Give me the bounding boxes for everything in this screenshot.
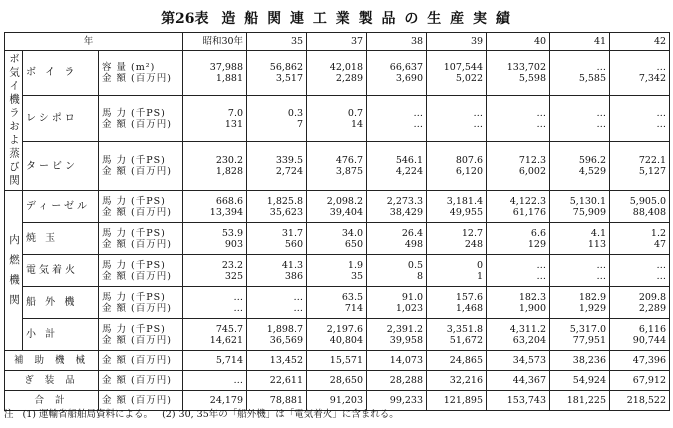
unit-label: 金 額 (百万円) bbox=[99, 351, 183, 371]
cell-value: … bbox=[536, 270, 547, 282]
cell-value: 47,396 bbox=[610, 351, 670, 371]
cell-value: 24,179 bbox=[183, 391, 247, 411]
unit-cell bbox=[99, 287, 183, 319]
cell-value: 2,391.2 bbox=[386, 323, 424, 335]
cell-value: 5,022 bbox=[455, 72, 484, 84]
cell-value: 61,176 bbox=[512, 206, 547, 218]
cell-value: 3,875 bbox=[335, 166, 364, 178]
cell-value: 31.7 bbox=[281, 227, 304, 239]
unit-cell bbox=[99, 142, 183, 191]
value-cell bbox=[487, 95, 550, 142]
row-label: 電気着火 bbox=[23, 255, 99, 287]
table-row bbox=[5, 95, 670, 142]
row-label: ボ イ ラ bbox=[23, 51, 99, 96]
cell-value: 49,955 bbox=[449, 206, 484, 218]
cell-value: 4,122.3 bbox=[509, 195, 547, 207]
unit-label: 容 量 (m²) bbox=[102, 61, 156, 73]
value-cell bbox=[550, 51, 610, 96]
cell-value: … bbox=[233, 291, 244, 303]
cell-value: … bbox=[656, 107, 667, 119]
cell-value: 39,958 bbox=[389, 334, 424, 346]
cell-value: 14,621 bbox=[209, 334, 244, 346]
cell-value: 35 bbox=[350, 270, 364, 282]
cell-value: 53.9 bbox=[221, 227, 244, 239]
value-cell bbox=[550, 95, 610, 142]
year-header-cell: 35 bbox=[247, 33, 307, 51]
cell-value: 1 bbox=[476, 270, 484, 282]
table-title bbox=[0, 8, 673, 28]
cell-value: … bbox=[233, 302, 244, 314]
cell-value: 66,637 bbox=[389, 61, 424, 73]
year-header-cell: 42 bbox=[610, 33, 670, 51]
value-cell bbox=[550, 142, 610, 191]
cell-value: 121,895 bbox=[427, 391, 487, 411]
row-label: ぎ 装 品 bbox=[5, 371, 99, 391]
unit-label: 馬 力 (千PS) bbox=[102, 227, 166, 239]
cell-value: 157.6 bbox=[455, 291, 484, 303]
value-cell bbox=[427, 319, 487, 351]
cell-value: 1,900 bbox=[518, 302, 547, 314]
value-cell bbox=[367, 287, 427, 319]
value-cell bbox=[427, 142, 487, 191]
cell-value: … bbox=[596, 270, 607, 282]
table-row bbox=[5, 255, 670, 287]
cell-value: 0.5 bbox=[407, 259, 424, 271]
unit-cell bbox=[99, 319, 183, 351]
cell-value: 39,404 bbox=[329, 206, 364, 218]
cell-value: … bbox=[473, 107, 484, 119]
cell-value: 14,073 bbox=[367, 351, 427, 371]
cell-value: 325 bbox=[224, 270, 244, 282]
note-label: 注 bbox=[4, 409, 14, 420]
row-label: 補 助 機 械 bbox=[5, 351, 99, 371]
cell-value: 41.3 bbox=[281, 259, 304, 271]
cell-value: 51,672 bbox=[449, 334, 484, 346]
cell-value: 77,951 bbox=[572, 334, 607, 346]
cell-value: 2,724 bbox=[275, 166, 304, 178]
cell-value: 38,236 bbox=[550, 351, 610, 371]
cell-value: 22,611 bbox=[247, 371, 307, 391]
cell-value: … bbox=[596, 61, 607, 73]
cell-value: 63.5 bbox=[341, 291, 364, 303]
cell-value: 54,924 bbox=[550, 371, 610, 391]
value-cell bbox=[610, 255, 670, 287]
cell-value: 133,702 bbox=[506, 61, 547, 73]
value-cell bbox=[487, 319, 550, 351]
value-cell bbox=[247, 142, 307, 191]
cell-value: … bbox=[656, 259, 667, 271]
value-cell bbox=[183, 287, 247, 319]
cell-value: 5,598 bbox=[518, 72, 547, 84]
row-label: ディーゼル bbox=[23, 191, 99, 223]
year-header-row bbox=[5, 33, 670, 51]
cell-value: 5,127 bbox=[638, 166, 667, 178]
category-internal-combustion: 内 燃 機 関 bbox=[5, 191, 23, 351]
year-header-cell: 39 bbox=[427, 33, 487, 51]
value-cell bbox=[247, 51, 307, 96]
cell-value: 546.1 bbox=[395, 155, 424, 167]
unit-cell bbox=[99, 191, 183, 223]
cell-value: 1,023 bbox=[395, 302, 424, 314]
cell-value: 248 bbox=[464, 238, 484, 250]
cell-value: 131 bbox=[224, 118, 244, 130]
cell-value: 5,130.1 bbox=[569, 195, 607, 207]
cell-value: 38,429 bbox=[389, 206, 424, 218]
year-label: 年 bbox=[5, 33, 183, 51]
table-row bbox=[5, 142, 670, 191]
unit-label: 金 額 (百万円) bbox=[102, 302, 172, 314]
cell-value: 32,216 bbox=[427, 371, 487, 391]
row-label: タービン bbox=[23, 142, 99, 191]
cell-value: 560 bbox=[284, 238, 304, 250]
cell-value: 47 bbox=[653, 238, 667, 250]
value-cell bbox=[487, 287, 550, 319]
value-cell bbox=[487, 255, 550, 287]
table-number: 第26表 bbox=[161, 11, 209, 27]
table-row bbox=[5, 223, 670, 255]
table-row bbox=[5, 319, 670, 351]
value-cell bbox=[487, 191, 550, 223]
value-cell bbox=[487, 142, 550, 191]
value-cell bbox=[487, 51, 550, 96]
value-cell bbox=[427, 191, 487, 223]
unit-label: 馬 力 (千PS) bbox=[102, 291, 166, 303]
value-cell bbox=[183, 191, 247, 223]
cell-value: 0.7 bbox=[347, 107, 364, 119]
value-cell bbox=[610, 142, 670, 191]
value-cell bbox=[427, 223, 487, 255]
cell-value: 129 bbox=[527, 238, 547, 250]
production-table bbox=[4, 32, 670, 411]
cell-value: 1.2 bbox=[650, 227, 667, 239]
cell-value: 712.3 bbox=[518, 155, 547, 167]
cell-value: 1,929 bbox=[578, 302, 607, 314]
cell-value: 4.1 bbox=[590, 227, 607, 239]
cell-value: 1,825.8 bbox=[266, 195, 304, 207]
value-cell bbox=[610, 95, 670, 142]
cell-value: 668.6 bbox=[215, 195, 244, 207]
cell-value: … bbox=[293, 291, 304, 303]
cell-value: … bbox=[183, 371, 247, 391]
cell-value: … bbox=[656, 270, 667, 282]
value-cell bbox=[307, 223, 367, 255]
year-header-cell: 41 bbox=[550, 33, 610, 51]
value-cell bbox=[307, 191, 367, 223]
unit-label: 金 額 (百万円) bbox=[102, 238, 172, 250]
cell-value: 2,273.3 bbox=[386, 195, 424, 207]
row-label: レシポロ bbox=[23, 95, 99, 142]
cell-value: 107,544 bbox=[443, 61, 484, 73]
cell-value: 35,623 bbox=[269, 206, 304, 218]
value-cell bbox=[487, 223, 550, 255]
table-row bbox=[5, 51, 670, 96]
cell-value: … bbox=[596, 259, 607, 271]
value-cell bbox=[183, 223, 247, 255]
cell-value: 181,225 bbox=[550, 391, 610, 411]
cell-value: 24,865 bbox=[427, 351, 487, 371]
cell-value: … bbox=[656, 118, 667, 130]
cell-value: 3,517 bbox=[275, 72, 304, 84]
cell-value: 91,203 bbox=[307, 391, 367, 411]
cell-value: … bbox=[413, 107, 424, 119]
cell-value: 7.0 bbox=[227, 107, 244, 119]
cell-value: … bbox=[413, 118, 424, 130]
unit-label: 金 額 (百万円) bbox=[102, 72, 172, 84]
value-cell bbox=[247, 255, 307, 287]
cell-value: 40,804 bbox=[329, 334, 364, 346]
table-row bbox=[5, 287, 670, 319]
cell-value: 90,744 bbox=[632, 334, 667, 346]
unit-label: 馬 力 (千PS) bbox=[102, 107, 166, 119]
value-cell bbox=[307, 51, 367, 96]
note-1: (1) 運輸省船舶局資料による。 bbox=[22, 409, 154, 420]
unit-label: 金 額 (百万円) bbox=[102, 334, 172, 346]
cell-value: 476.7 bbox=[335, 155, 364, 167]
value-cell bbox=[307, 255, 367, 287]
cell-value: 14 bbox=[350, 118, 364, 130]
cell-value: 3,181.4 bbox=[446, 195, 484, 207]
cell-value: 13,394 bbox=[209, 206, 244, 218]
cell-value: 15,571 bbox=[307, 351, 367, 371]
cell-value: 6.6 bbox=[530, 227, 547, 239]
value-cell bbox=[550, 319, 610, 351]
cell-value: 37,988 bbox=[209, 61, 244, 73]
value-cell bbox=[307, 319, 367, 351]
cell-value: 714 bbox=[344, 302, 364, 314]
value-cell bbox=[367, 319, 427, 351]
value-cell bbox=[367, 142, 427, 191]
cell-value: 1.9 bbox=[347, 259, 364, 271]
unit-label: 金 額 (百万円) bbox=[99, 371, 183, 391]
year-header-cell: 38 bbox=[367, 33, 427, 51]
cell-value: 7,342 bbox=[638, 72, 667, 84]
cell-value: … bbox=[596, 118, 607, 130]
cell-value: 5,317.0 bbox=[569, 323, 607, 335]
cell-value: 218,522 bbox=[610, 391, 670, 411]
value-cell bbox=[610, 319, 670, 351]
value-cell bbox=[183, 319, 247, 351]
cell-value: … bbox=[536, 107, 547, 119]
cell-value: 386 bbox=[284, 270, 304, 282]
value-cell bbox=[307, 142, 367, 191]
value-cell bbox=[183, 142, 247, 191]
cell-value: … bbox=[656, 61, 667, 73]
cell-value: 0 bbox=[476, 259, 484, 271]
value-cell bbox=[367, 95, 427, 142]
cell-value: 596.2 bbox=[578, 155, 607, 167]
value-cell bbox=[247, 287, 307, 319]
value-cell bbox=[550, 223, 610, 255]
year-header-cell: 37 bbox=[307, 33, 367, 51]
value-cell bbox=[550, 191, 610, 223]
table-row bbox=[5, 191, 670, 223]
cell-value: 3,351.8 bbox=[446, 323, 484, 335]
cell-value: 209.8 bbox=[638, 291, 667, 303]
value-cell bbox=[550, 287, 610, 319]
value-cell bbox=[610, 51, 670, 96]
note-2: (2) 30, 35年の「船外機」は「電気着火」に含まれる。 bbox=[162, 409, 399, 420]
unit-label: 馬 力 (千PS) bbox=[102, 259, 166, 271]
cell-value: … bbox=[536, 259, 547, 271]
cell-value: 2,197.6 bbox=[326, 323, 364, 335]
cell-value: … bbox=[596, 107, 607, 119]
cell-value: 339.5 bbox=[275, 155, 304, 167]
table-row bbox=[5, 371, 670, 391]
value-cell bbox=[183, 255, 247, 287]
cell-value: 6,116 bbox=[638, 323, 667, 335]
value-cell bbox=[247, 95, 307, 142]
cell-value: … bbox=[293, 302, 304, 314]
cell-value: 4,311.2 bbox=[509, 323, 547, 335]
unit-label: 馬 力 (千PS) bbox=[102, 155, 166, 167]
value-cell bbox=[427, 51, 487, 96]
cell-value: 6,002 bbox=[518, 166, 547, 178]
unit-cell bbox=[99, 223, 183, 255]
cell-value: 88,408 bbox=[632, 206, 667, 218]
row-label: 小 計 bbox=[23, 319, 99, 351]
cell-value: 745.7 bbox=[215, 323, 244, 335]
value-cell bbox=[367, 223, 427, 255]
value-cell bbox=[550, 255, 610, 287]
cell-value: 26.4 bbox=[401, 227, 424, 239]
cell-value: 6,120 bbox=[455, 166, 484, 178]
cell-value: 44,367 bbox=[487, 371, 550, 391]
cell-value: 230.2 bbox=[215, 155, 244, 167]
cell-value: 5,585 bbox=[578, 72, 607, 84]
cell-value: 650 bbox=[344, 238, 364, 250]
cell-value: 5,905.0 bbox=[629, 195, 667, 207]
value-cell bbox=[307, 95, 367, 142]
cell-value: 1,468 bbox=[455, 302, 484, 314]
cell-value: 1,828 bbox=[215, 166, 244, 178]
row-label: 船 外 機 bbox=[23, 287, 99, 319]
cell-value: 67,912 bbox=[610, 371, 670, 391]
unit-label: 金 額 (百万円) bbox=[102, 270, 172, 282]
value-cell bbox=[427, 95, 487, 142]
table-title-text: 造 船 関 連 工 業 製 品 の 生 産 実 績 bbox=[221, 11, 512, 27]
year-header-cell: 40 bbox=[487, 33, 550, 51]
row-label: 合 計 bbox=[5, 391, 99, 411]
unit-label: 金 額 (百万円) bbox=[102, 206, 172, 218]
value-cell bbox=[427, 287, 487, 319]
cell-value: 4,224 bbox=[395, 166, 424, 178]
value-cell bbox=[307, 287, 367, 319]
value-cell bbox=[247, 191, 307, 223]
value-cell bbox=[610, 223, 670, 255]
cell-value: 36,569 bbox=[269, 334, 304, 346]
cell-value: 99,233 bbox=[367, 391, 427, 411]
cell-value: 56,862 bbox=[269, 61, 304, 73]
cell-value: 903 bbox=[224, 238, 244, 250]
cell-value: 63,204 bbox=[512, 334, 547, 346]
cell-value: 4,529 bbox=[578, 166, 607, 178]
cell-value: … bbox=[473, 118, 484, 130]
cell-value: 807.6 bbox=[455, 155, 484, 167]
cell-value: 1,881 bbox=[215, 72, 244, 84]
cell-value: 113 bbox=[587, 238, 607, 250]
value-cell bbox=[610, 191, 670, 223]
row-label: 焼 玉 bbox=[23, 223, 99, 255]
cell-value: 7 bbox=[296, 118, 304, 130]
footnote bbox=[4, 406, 405, 420]
cell-value: … bbox=[536, 118, 547, 130]
value-cell bbox=[247, 223, 307, 255]
cell-value: 5,714 bbox=[183, 351, 247, 371]
value-cell bbox=[183, 51, 247, 96]
cell-value: 23.2 bbox=[221, 259, 244, 271]
unit-label: 金 額 (百万円) bbox=[102, 166, 172, 178]
value-cell bbox=[367, 51, 427, 96]
cell-value: 182.3 bbox=[518, 291, 547, 303]
cell-value: 91.0 bbox=[401, 291, 424, 303]
unit-label: 金 額 (百万円) bbox=[102, 118, 172, 130]
cell-value: 153,743 bbox=[487, 391, 550, 411]
cell-value: 3,690 bbox=[395, 72, 424, 84]
cell-value: 0.3 bbox=[287, 107, 304, 119]
cell-value: 722.1 bbox=[638, 155, 667, 167]
cell-value: 34.0 bbox=[341, 227, 364, 239]
value-cell bbox=[247, 319, 307, 351]
table-body bbox=[5, 51, 670, 411]
value-cell bbox=[183, 95, 247, 142]
cell-value: 28,650 bbox=[307, 371, 367, 391]
cell-value: 13,452 bbox=[247, 351, 307, 371]
cell-value: 42,018 bbox=[329, 61, 364, 73]
unit-label: 馬 力 (千PS) bbox=[102, 323, 166, 335]
cell-value: 2,098.2 bbox=[326, 195, 364, 207]
cell-value: 75,909 bbox=[572, 206, 607, 218]
cell-value: 8 bbox=[416, 270, 424, 282]
table-row bbox=[5, 351, 670, 371]
value-cell bbox=[610, 287, 670, 319]
value-cell bbox=[367, 255, 427, 287]
cell-value: 78,881 bbox=[247, 391, 307, 411]
unit-cell bbox=[99, 255, 183, 287]
cell-value: 182.9 bbox=[578, 291, 607, 303]
unit-cell bbox=[99, 51, 183, 96]
cell-value: 2,289 bbox=[335, 72, 364, 84]
unit-label: 金 額 (百万円) bbox=[99, 391, 183, 411]
cell-value: 2,289 bbox=[638, 302, 667, 314]
cell-value: 498 bbox=[404, 238, 424, 250]
cell-value: 34,573 bbox=[487, 351, 550, 371]
value-cell bbox=[367, 191, 427, 223]
year-header-cell: 昭和30年 bbox=[183, 33, 247, 51]
cell-value: 12.7 bbox=[461, 227, 484, 239]
unit-cell bbox=[99, 95, 183, 142]
cell-value: 1,898.7 bbox=[266, 323, 304, 335]
value-cell bbox=[427, 255, 487, 287]
category-boiler: ボ気イ機ラおよ蒸び関 bbox=[5, 51, 23, 191]
cell-value: 28,288 bbox=[367, 371, 427, 391]
unit-label: 馬 力 (千PS) bbox=[102, 195, 166, 207]
